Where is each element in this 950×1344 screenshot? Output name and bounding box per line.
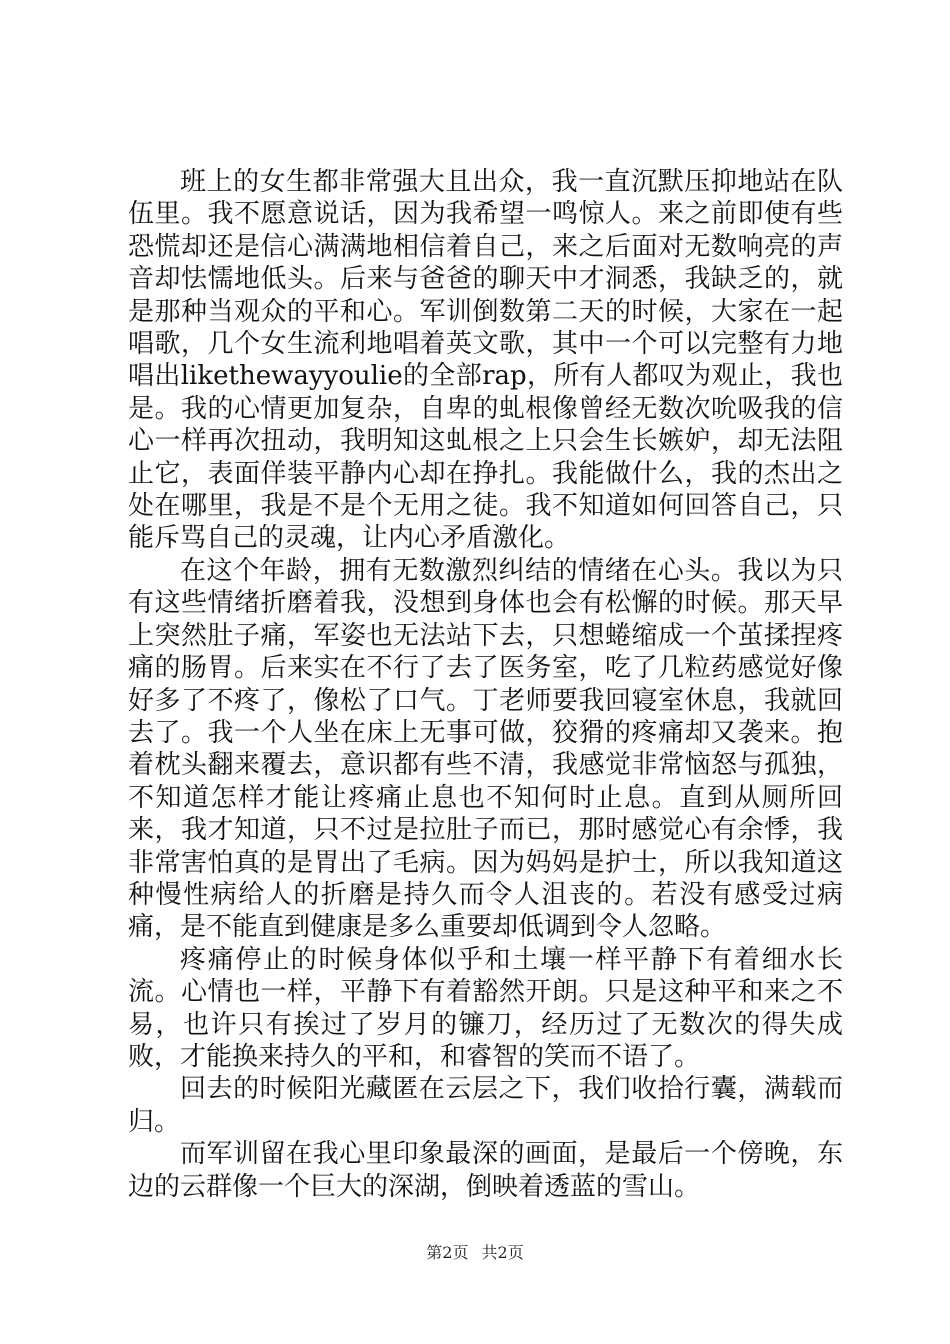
document-body — [128, 166, 843, 1203]
page-total: 共2页 — [481, 1243, 524, 1262]
paragraph-4: 回去的时候阳光藏匿在云层之下，我们收拾行囊，满载而归。 — [128, 1074, 843, 1137]
paragraph-1: 班上的女生都非常强大且出众，我一直沉默压抑地站在队伍里。我不愿意说话，因为我希望一鸣惊人。来之前即使有些恐慌却还是信心满满地相信着自己，来之后面对无数响亮的声音却怯懦地低头。后来与爸爸的聊天中才洞悉，我缺乏的，就是那种当观众的平和心。军训倒数第二天的时候，大家在一起唱歌，几个女生流利地唱着英文歌，其中一个可以完整有力地唱出likethewayyoulie的全部rap，所有人都叹为观止，我也是。我的心情更加复杂，自卑的虬根像曾经无数次吮吸我的信心一样再次扭动，我明知这虬根之上只会生长嫉妒，却无法阻止它，表面佯装平静内心却在挣扎。我能做什么，我的杰出之处在哪里，我是不是个无用之徒。我不知道如何回答自己，只能斥骂自己的灵魂，让内心矛盾激化。 — [128, 167, 843, 554]
paragraph-5: 而军训留在我心里印象最深的画面，是最后一个傍晚，东边的云群像一个巨大的深湖，倒映着透蓝的雪山。 — [128, 1139, 843, 1202]
page-footer — [0, 1240, 950, 1263]
page-number: 第2页 — [426, 1243, 469, 1262]
paragraph-2: 在这个年龄，拥有无数激烈纠结的情绪在心头。我以为只有这些情绪折磨着我，没想到身体也会有松懈的时候。那天早上突然肚子痛，军姿也无法站下去，只想蜷缩成一个茧揉捏疼痛的肠胃。后来实在不行了去了医务室，吃了几粒药感觉好像好多了不疼了，像松了口气。丁老师要我回寝室休息，我就回去了。我一个人坐在床上无事可做，狡猾的疼痛却又袭来。抱着枕头翻来覆去，意识都有些不清，我感觉非常恼怒与孤独，不知道怎样才能让疼痛止息也不知何时止息。直到从厕所回来，我才知道，只不过是拉肚子而已，那时感觉心有余悸，我非常害怕真的是胃出了毛病。因为妈妈是护士，所以我知道这种慢性病给人的折磨是持久而令人沮丧的。若没有感受过病痛，是不能直到健康是多么重要却低调到令人忽略。 — [128, 555, 843, 943]
paragraph-3: 疼痛停止的时候身体似乎和土壤一样平静下有着细水长流。心情也一样，平静下有着豁然开朗。只是这种平和来之不易，也许只有挨过了岁月的镰刀，经历过了无数次的得失成败，才能换来持久的平和，和睿智的笑而不语了。 — [128, 944, 843, 1072]
